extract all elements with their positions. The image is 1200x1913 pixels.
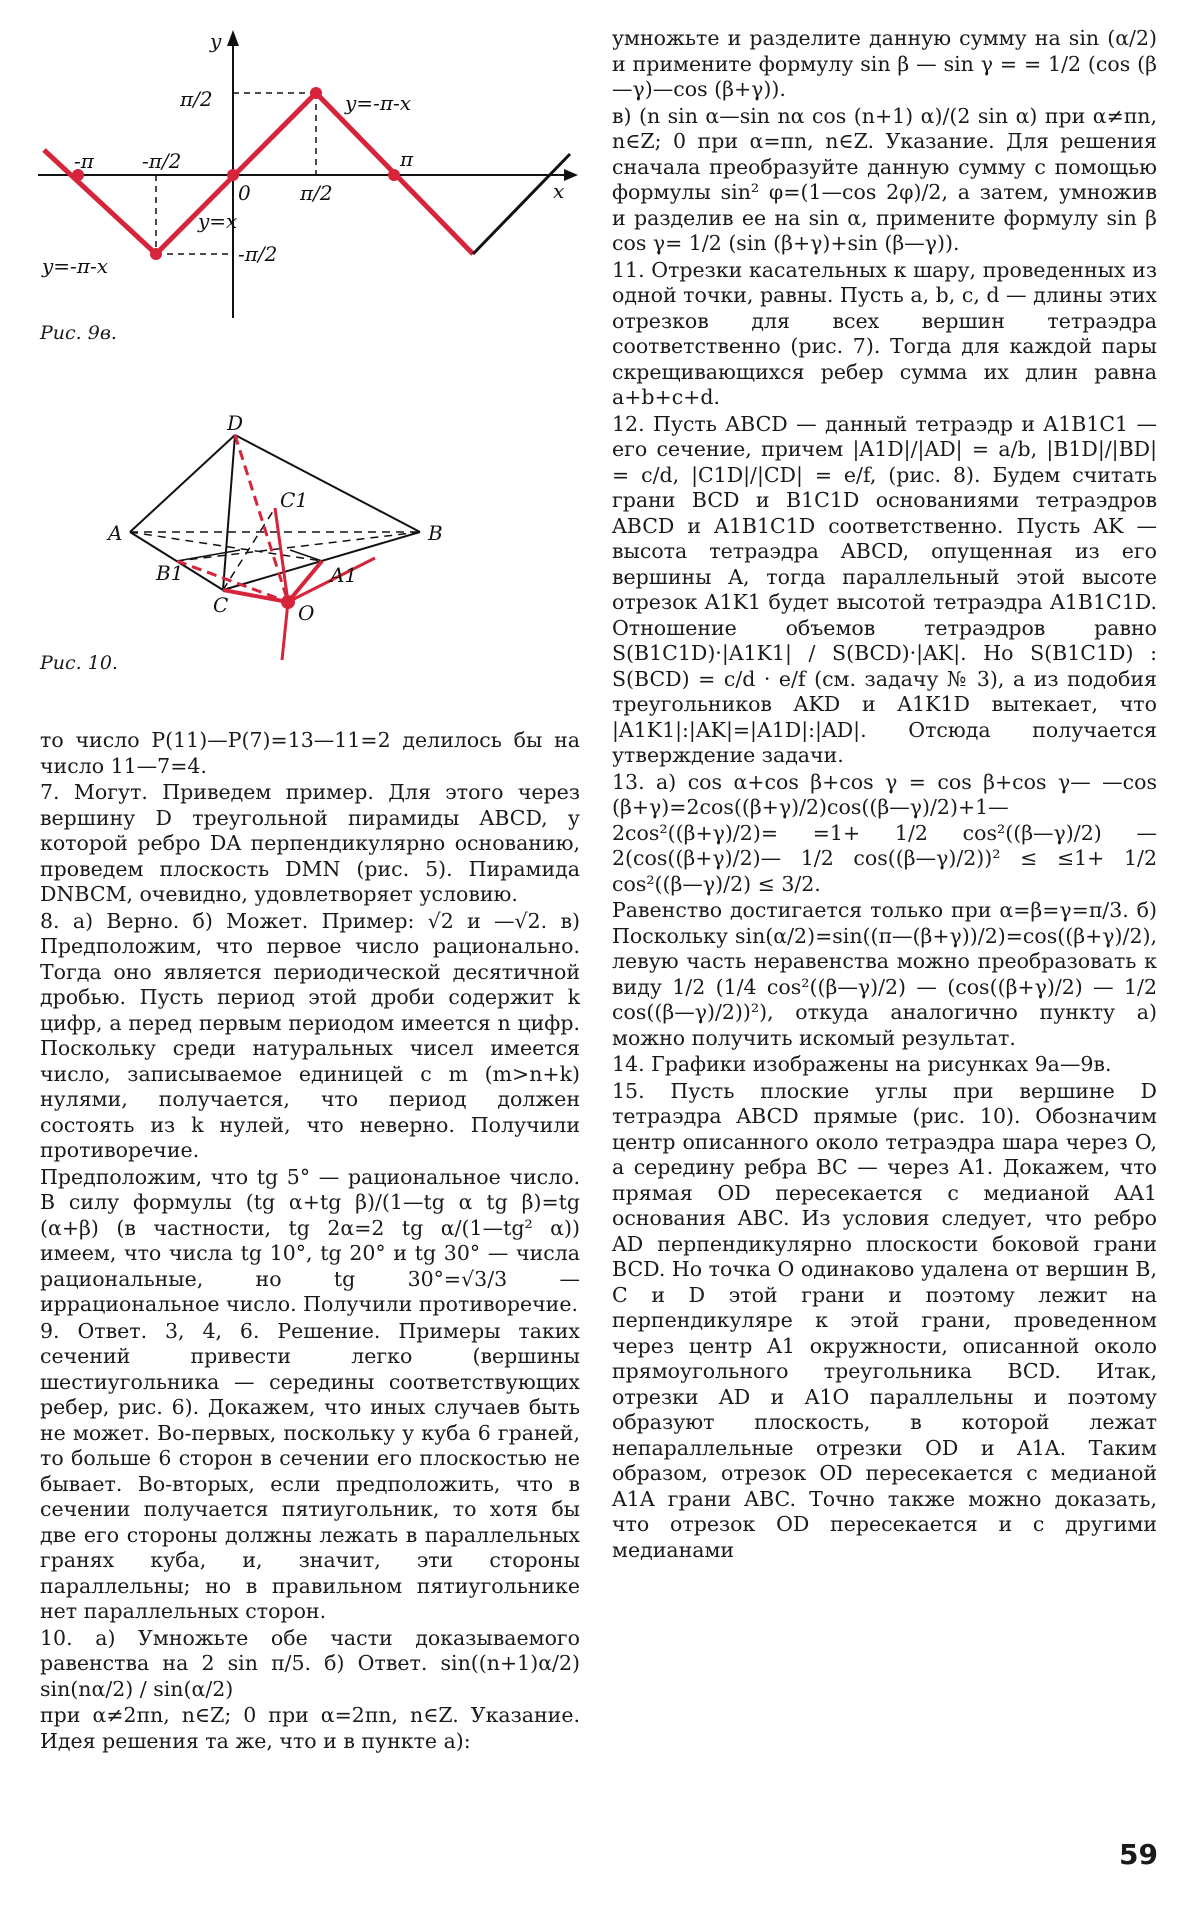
x-axis-label: x <box>553 179 565 203</box>
label-zero: 0 <box>238 181 251 205</box>
label-A: A <box>108 521 123 545</box>
label-pi-half: π/2 <box>300 181 333 205</box>
label-pi-half-top: π/2 <box>180 87 213 111</box>
paragraph: 12. Пусть ABCD — данный тетраэдр и A1B1C1 — его сечение, причем |A1D|/|AD| = a/b, |B1D|/|BD| = c/d, |C1D|/|CD| = e/f, (рис. 8). Будем считать грани BCD и B1C1D основаниями тетраэдров ABCD и A1B1C1D соответственно. Пусть AK — высота тетраэдра ABCD, опущенная из его вершины A, тогда параллельный этой высоте отрезок A1K1 будет высотой тетраэдра A1B1C1D. Отношение объемов тетраэдров равно S(B1C1D)·|A1K1| / S(BCD)·|AK|. Но S(B1C1D) : S(BCD) = c/d · e/f (см. задачу № 3), а из подобия треугольников AKD и A1K1D вытекает, что |A1K1|:|AK|=|A1D|:|AD|. Отсюда получается утверждение задачи. <box>612 411 1157 767</box>
label-O: O <box>298 601 315 625</box>
y-axis-label: y <box>210 29 222 53</box>
figure-10-caption: Рис. 10. <box>40 652 118 674</box>
label-neg-pi: -π <box>74 149 94 173</box>
right-column <box>612 26 1157 1564</box>
paragraph: 11. Отрезки касательных к шару, проведенных из одной точки, равны. Пусть a, b, c, d — длины этих отрезков для всех вершин тетраэдра соответственно (рис. 7). Тогда для каждой пары скрещивающихся ребер сумма их длин равна a+b+c+d. <box>612 257 1157 409</box>
paragraph: 15. Пусть плоские углы при вершине D тетраэдра ABCD прямые (рис. 10). Обозначим центр описанного около тетраэдра шара через O, а середину ребра BC — через A1. Докажем, что прямая OD пересекается с медианой AA1 основания ABC. Из условия следует, что ребро AD перпендикулярно плоскости боковой грани BCD. Но точка O одинаково удалена от вершин B, C и D этой грани и поэтому лежит на перпендикуляре к этой грани, проведенном через центр A1 окружности, описанной около прямоугольного треугольника BCD. Итак, отрезки AD и A1O параллельны и поэтому образуют плоскость, в которой лежат непараллельные отрезки OD и A1A. Таким образом, отрезок OD пересекается с медианой A1A грани ABC. Точно также можно доказать, что отрезок OD пересекается и с другими медианами <box>612 1078 1157 1562</box>
label-D: D <box>227 411 244 435</box>
label-neg-pi-half: -π/2 <box>142 149 182 173</box>
page-number: 59 <box>1119 1838 1158 1871</box>
point-neg-pi-half <box>150 248 162 260</box>
figure-10-tetrahedron <box>100 410 520 665</box>
graph-red-part <box>44 93 473 254</box>
point-pi-half <box>310 87 322 99</box>
point-origin <box>227 169 239 181</box>
paragraph: Предположим, что tg 5° — рациональное число. В силу формулы (tg α+tg β)/(1—tg α tg β)=tg (α+β) (в частности, tg 2α=2 tg α/(1—tg² α)) имеем, что числа tg 10°, tg 20° и tg 30° — числа рациональные, но tg 30°=√3/3 — иррациональное число. Получили противоречие. <box>40 1164 580 1316</box>
label-B1: B1 <box>156 561 184 585</box>
label-B: B <box>428 521 443 545</box>
x-axis-arrow-icon <box>564 169 578 181</box>
paragraph: Равенство достигается только при α=β=γ=π/3. б) Поскольку sin(α/2)=sin((π—(β+γ))/2)=cos((β+γ)/2), левую часть неравенства можно преобразовать к виду 1/2 (1/4 cos²((β—γ)/2) — (cos((β+γ)/2) — 1/2 cos((β—γ)/2))²), откуда аналогично пункту а) можно получить искомый результат. <box>612 898 1157 1050</box>
figure-9v-graph <box>30 18 590 318</box>
left-column <box>40 728 580 1755</box>
y-axis-arrow-icon <box>227 30 239 46</box>
label-pi: π <box>400 147 414 171</box>
label-neg-pi-half-bottom: -π/2 <box>238 242 278 266</box>
paragraph: 13. а) cos α+cos β+cos γ = cos β+cos γ— —cos (β+γ)=2cos((β+γ)/2)cos((β—γ)/2)+1—2cos²((β+γ)/2)= =1+ 1/2 cos²((β—γ)/2) —2(cos((β+γ)/2)— 1/2 cos((β—γ)/2))² ≤ ≤1+ 1/2 cos²((β—γ)/2) ≤ 3/2. <box>612 769 1157 896</box>
paragraph: при α≠2πn, n∈Z; 0 при α=2πn, n∈Z. Указание. Идея решения та же, что и в пункте а): <box>40 1703 580 1753</box>
point-O <box>281 595 295 609</box>
label-line-left: y=-π-x <box>42 254 108 278</box>
figure-9v-caption: Рис. 9в. <box>40 322 117 344</box>
graph-black-part <box>473 154 570 254</box>
paragraph: в) (n sin α—sin nα cos (n+1) α)/(2 sin α) при α≠πn, n∈Z; 0 при α=πn, n∈Z. Указание. Для решения сначала преобразуйте данную сумму с помощью формулы sin² φ=(1—cos 2φ)/2, а затем, умножив и разделив ее на sin α, примените формулу sin β cos γ= 1/2 (sin (β+γ)+sin (β—γ)). <box>612 103 1157 255</box>
label-A1: A1 <box>330 563 358 587</box>
paragraph: 14. Графики изображены на рисунках 9а—9в. <box>612 1052 1112 1076</box>
paragraph: 7. Могут. Приведем пример. Для этого через вершину D треугольной пирамиды ABCD, у которой ребро DA перпендикулярно основанию, проведем плоскость DMN (рис. 5). Пирамида DNBCM, очевидно, удовлетворяет условию. <box>40 780 580 906</box>
label-line-right: y=-π-x <box>345 91 411 115</box>
point-pi <box>388 169 400 181</box>
label-C1: C1 <box>280 488 309 512</box>
paragraph: 9. Ответ. 3, 4, 6. Решение. Примеры таких сечений привести легко (вершины шестиугольника — середины соответствующих ребер, рис. 6). Докажем, что иных случаев быть не может. Во-первых, поскольку у куба 6 граней, то больше 6 сторон в сечении его плоскостью не бывает. Во-вторых, если предположить, что в сечении получается пятиугольник, то хотя бы две его стороны должны лежать в параллельных гранях куба, и, значит, эти стороны параллельны; но в правильном пятиугольнике нет параллельных сторон. <box>40 1318 580 1623</box>
paragraph: 8. а) Верно. б) Может. Пример: √2 и —√2. в) Предположим, что первое число рационально. Тогда оно является периодической десятичной дробью. Пусть период этой дроби содержит k цифр, а перед первым периодом имеется n цифр. Поскольку среди натуральных чисел имеется число, записываемое единицей с m (m>n+k) нулями, получается, что период должен состоять из k нулей, что неверно. Получили противоречие. <box>40 908 580 1162</box>
label-line-mid: y=x <box>198 209 238 233</box>
paragraph: умножьте и разделите данную сумму на sin (α/2) и примените формулу sin β — sin γ = = 1/2 (cos (β—γ)—cos (β+γ)). <box>612 26 1157 101</box>
label-C: C <box>213 593 229 617</box>
paragraph: 10. а) Умножьте обе части доказываемого равенства на 2 sin π/5. б) Ответ. sin((n+1)α/2) sin(nα/2) / sin(α/2) <box>40 1625 580 1701</box>
paragraph: то число P(11)—P(7)=13—11=2 делилось бы на число 11—7=4. <box>40 728 580 778</box>
